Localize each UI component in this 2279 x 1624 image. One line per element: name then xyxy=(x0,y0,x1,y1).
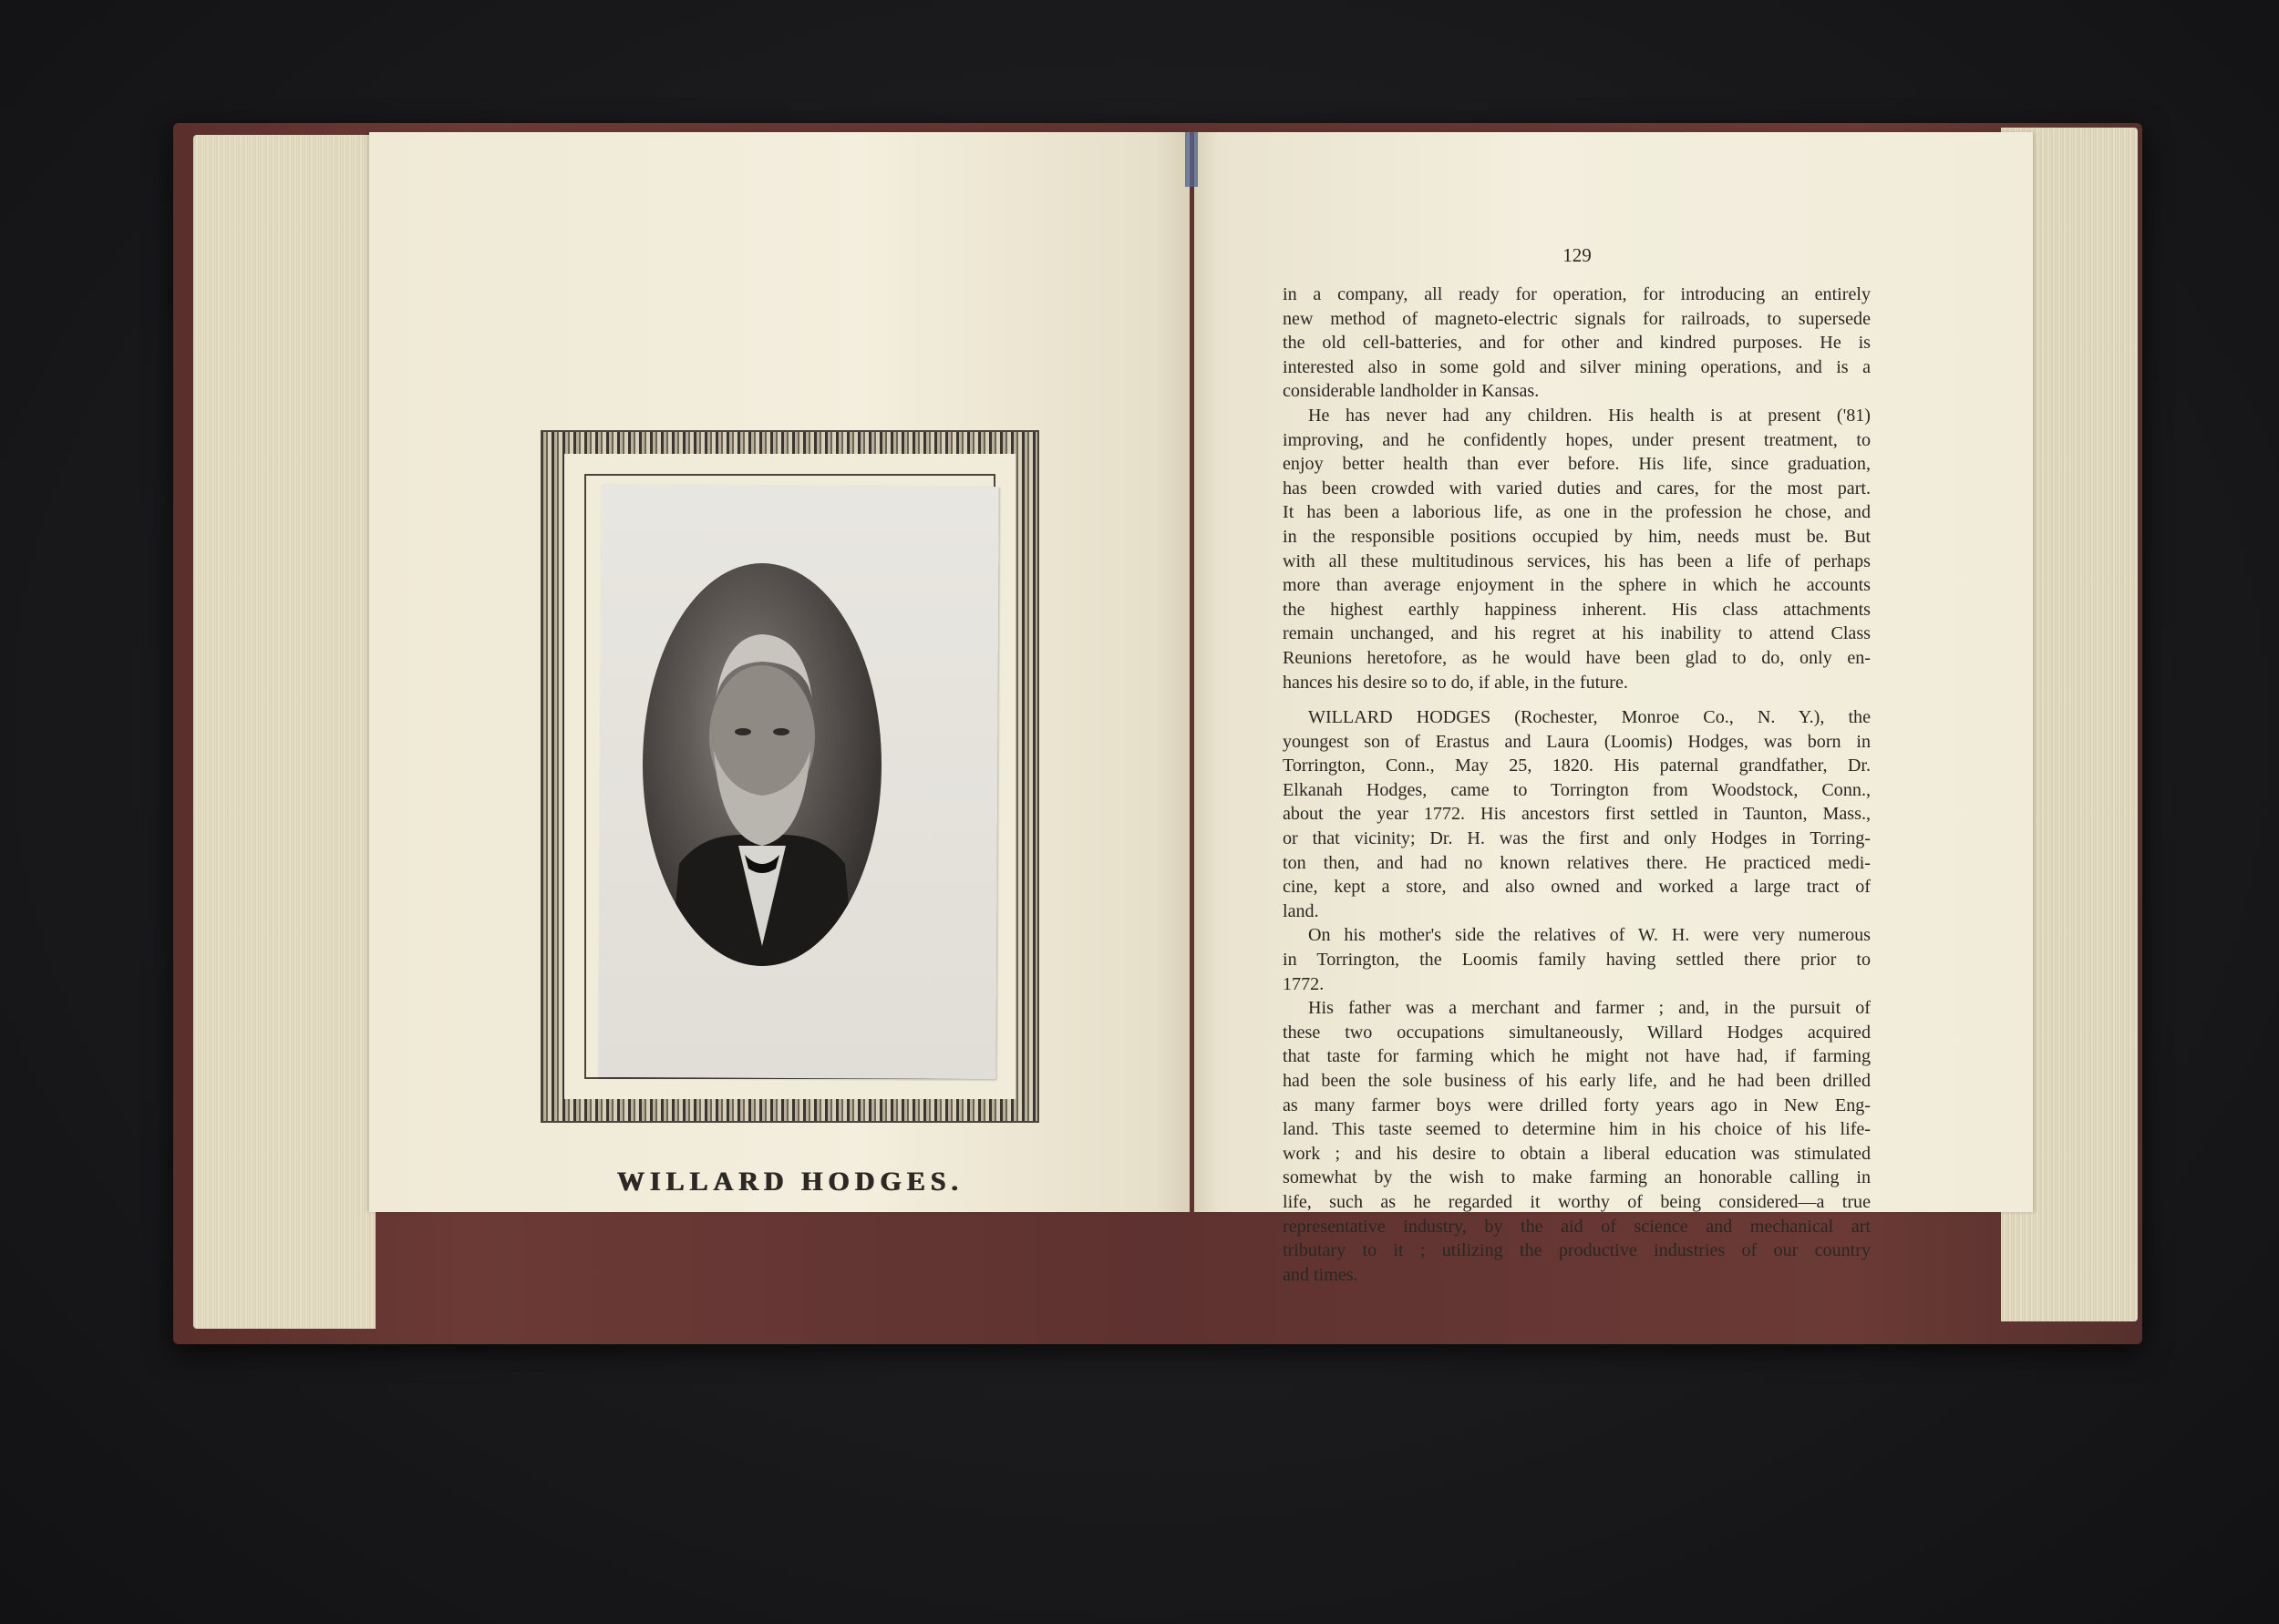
text-line: with all these multitudinous services, his has been a life of perhaps xyxy=(1283,550,1871,571)
text-line: remain unchanged, and his regret at his inability to attend Class xyxy=(1283,623,1871,644)
text-line: in a company, all ready for operation, for introducing an entirely xyxy=(1283,284,1871,304)
text-line: had been the sole business of his early life, and he had been drilled xyxy=(1283,1071,1871,1091)
text-line: land. xyxy=(1283,900,1319,921)
text-line: work ; and his desire to obtain a liberal education was stimulated xyxy=(1283,1143,1871,1164)
text-line: hances his desire so to do, if able, in the future. xyxy=(1283,672,1628,693)
text-line: land. This taste seemed to determine him in his choice of his life- xyxy=(1283,1119,1871,1140)
text-line: considerable landholder in Kansas. xyxy=(1283,381,1540,402)
paragraph-gap xyxy=(1283,694,1871,705)
text-line: ton then, and had no known relatives there. He practiced medi- xyxy=(1283,852,1871,873)
text-line: cine, kept a store, and also owned and worked a large tract of xyxy=(1283,877,1871,898)
text-line: He has never had any children. His health is at present ('81) xyxy=(1308,405,1871,426)
text-line: It has been a laborious life, as one in the profession he chose, and xyxy=(1283,502,1871,523)
text-line: new method of magneto-electric signals for railroads, to supersede xyxy=(1283,308,1871,329)
text-line: tributary to it ; utilizing the productive industries of our country xyxy=(1283,1240,1871,1261)
page-number: 129 xyxy=(1562,244,1592,266)
text-line: in the responsible positions occupied by him, needs must be. But xyxy=(1283,526,1871,547)
text-line: and times. xyxy=(1283,1264,1358,1285)
text-line: the highest earthly happiness inherent. His class attachments xyxy=(1283,599,1871,620)
text-line: improving, and he confidently hopes, under present treatment, to xyxy=(1283,429,1871,450)
text-line: His father was a merchant and farmer ; and, in the pursuit of xyxy=(1308,998,1871,1019)
text-line: youngest son of Erastus and Laura (Loomis) Hodges, was born in xyxy=(1283,731,1871,752)
text-line: or that vicinity; Dr. H. was the first and only Hodges in Torring- xyxy=(1283,828,1871,849)
text-line: interested also in some gold and silver mining operations, and is a xyxy=(1283,356,1871,377)
page-edges-left xyxy=(193,135,376,1329)
portrait-photo xyxy=(643,563,882,966)
portrait-figure xyxy=(643,563,882,966)
text-line: On his mother's side the relatives of W. H. were very numerous xyxy=(1308,925,1871,946)
text-line: enjoy better health than ever before. His life, since graduation, xyxy=(1283,454,1871,475)
text-line: Reunions heretofore, as he would have been glad to do, only en- xyxy=(1283,647,1871,668)
text-line: about the year 1772. His ancestors first settled in Taunton, Mass., xyxy=(1283,804,1871,825)
headband xyxy=(1185,132,1198,187)
text-line: somewhat by the wish to make farming an honorable calling in xyxy=(1283,1167,1871,1188)
portrait-caption: WILLARD HODGES. xyxy=(616,1167,964,1197)
text-line: WILLARD HODGES (Rochester, Monroe Co., N. Y.), the xyxy=(1308,707,1871,728)
text-line: these two occupations simultaneously, Willard Hodges acquired xyxy=(1283,1022,1871,1043)
text-line: Torrington, Conn., May 25, 1820. His paternal grandfather, Dr. xyxy=(1283,755,1871,776)
body-text xyxy=(1283,283,1871,1287)
text-line: Elkanah Hodges, came to Torrington from Woodstock, Conn., xyxy=(1283,779,1871,800)
text-line: as many farmer boys were drilled forty years ago in New Eng- xyxy=(1283,1095,1871,1115)
text-line: in Torrington, the Loomis family having settled there prior to xyxy=(1283,950,1871,971)
text-line: representative industry, by the aid of science and mechanical art xyxy=(1283,1216,1871,1237)
text-line: has been crowded with varied duties and cares, for the most part. xyxy=(1283,478,1871,499)
text-line: the old cell-batteries, and for other and kindred purposes. He is xyxy=(1283,333,1871,354)
text-line: that taste for farming which he might not have had, if farming xyxy=(1283,1046,1871,1067)
text-line: more than average enjoyment in the sphere in which he accounts xyxy=(1283,575,1871,596)
text-line: 1772. xyxy=(1283,973,1325,994)
text-line: life, such as he regarded it worthy of being considered—a true xyxy=(1283,1191,1871,1212)
